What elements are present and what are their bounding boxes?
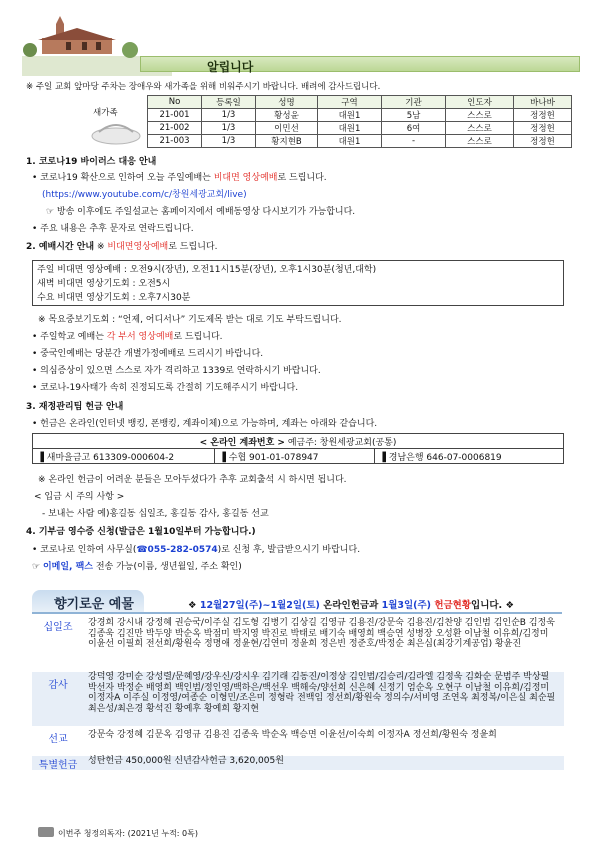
offering-tab xyxy=(32,590,144,612)
col-header: 구역 xyxy=(318,96,382,109)
text: • 주일학교 예배는 xyxy=(32,332,107,342)
cell: 5남 xyxy=(382,109,446,122)
offering-names: 강문숙 강정혜 김문옥 김영규 김용진 김종욱 박순옥 백승면 이윤선/이숙희 이정자A 정선희/황원숙 정윤희 xyxy=(88,730,497,740)
parking-note: ※ 주일 교회 앞마당 주차는 장애우와 새가족을 위해 비워주시기 바랍니다. 배려에 감사드립니다. xyxy=(26,82,381,92)
col-header: 바나바 xyxy=(514,96,572,109)
text: • 코로나19 확산으로 인하여 오늘 주일예배는 xyxy=(32,173,214,183)
worship-time: 수요 비대면 영상기도회 : 오후7시30분 xyxy=(37,293,191,303)
table-row xyxy=(148,135,572,148)
date-range: 12월27일(주)~1월2일(토) xyxy=(199,600,320,611)
cell: 대원1 xyxy=(318,122,382,135)
account-3: ▐ 경남은행 646-07-0006819 xyxy=(375,449,564,464)
title-banner xyxy=(140,56,580,72)
youtube-link[interactable]: (https://www.youtube.com/c/창원세광교회/live) xyxy=(42,190,247,200)
offering-group-special xyxy=(32,756,564,770)
offering-tab-label: 향기로운 예물 xyxy=(54,597,134,612)
table-row xyxy=(148,122,572,135)
cell: 정정헌 xyxy=(514,135,572,148)
offering-group-mission xyxy=(32,730,564,754)
table-row xyxy=(148,109,572,122)
cell: 정정헌 xyxy=(514,109,572,122)
cell: 21-001 xyxy=(148,109,202,122)
table-header-row xyxy=(148,96,572,109)
worship-time: 새벽 비대면 영상기도회 : 오전5시 xyxy=(37,279,171,289)
footer-note: 이번주 청정의독자: (2021년 누적: 0독) xyxy=(58,829,198,838)
section-3-line-1: • 헌금은 온라인(인터넷 뱅킹, 폰뱅킹, 계좌이체)으로 가능하며, 계좌는 아래와 같습니다. xyxy=(32,419,378,429)
highlight: 헌금현황 xyxy=(431,600,472,611)
account-table xyxy=(32,433,564,464)
col-header: 인도자 xyxy=(446,96,514,109)
col-header: 성명 xyxy=(256,96,318,109)
cell: 황성윤 xyxy=(256,109,318,122)
text: )로 신청 후, 발급받으시기 바랍니다. xyxy=(217,545,361,555)
col-header: No xyxy=(148,96,202,109)
section-2-line-4: • 의심증상이 있으면 스스로 자가 격리하고 1339로 연락하시기 바랍니다. xyxy=(32,366,321,376)
cell: 황지현B xyxy=(256,135,318,148)
offering-group-tithe xyxy=(32,618,564,670)
section-2-line-5: • 코로나-19사태가 속히 진정되도록 간절히 기도해주시기 바랍니다. xyxy=(32,383,299,393)
section-1-bullet-2: ☞ 방송 이후에도 주일설교는 홈페이지에서 예배동영상 다시보기가 가능합니다. xyxy=(46,207,356,217)
phone-number: ☎055-282-0574 xyxy=(136,545,218,555)
header xyxy=(22,10,582,72)
account-holder: 예금주: 창원세광교회(공통) xyxy=(284,437,397,448)
section-1-bullet-1 xyxy=(32,170,327,183)
section-1-bullet-3: • 주요 내용은 추후 문자로 연락드립니다. xyxy=(32,224,194,234)
section-2-line-2 xyxy=(32,329,223,342)
cell: 대원1 xyxy=(318,135,382,148)
cell: - xyxy=(382,135,446,148)
offering-category: 감사 xyxy=(48,680,68,691)
account-title: < 온라인 계좌번호 > xyxy=(199,437,285,448)
text: 로 드립니다. xyxy=(277,173,327,183)
cell: 1/3 xyxy=(202,109,256,122)
text: 로 드립니다. xyxy=(168,242,218,252)
date: 1월3일(주) xyxy=(381,600,432,611)
cell: 1/3 xyxy=(202,122,256,135)
offering-names: 강덕영 강미순 강성렬/문혜영/강우신/강시우 김기래 김동진/이정상 김인범/김승리/김라엘 김정욱 김화순 문범주 박상필 박선자 박정순 배영희 백인범/정인영/백하은/백선우 백해숙/양선희 신은혜 신정기 엄순옥 오현구 이남철 이유희/김정미 이정자A 이주실 이정영/여종순 이형민/조은미 정형락 전백임 정선희/황원숙 정의수/서비영 조연옥 최정복/이은실 최순필 최은성/최은경 황석진 황예후 황예희 황지현 xyxy=(88,672,556,714)
offering-group-thanks xyxy=(32,672,564,726)
text: • 코로나로 인하여 사무실( xyxy=(32,545,137,555)
section-2-line-1: ※ 목요중보기도회 : “언제, 어디서나” 기도제목 받는 대로 기도 부탁드립니다. xyxy=(38,315,342,325)
offering-header xyxy=(32,590,562,614)
offering-category: 십일조 xyxy=(43,622,73,633)
worship-time: 주일 비대면 영상예배 : 오전9시(장년), 오전11시15분(장년), 오후1시30분(청년,대학) xyxy=(37,265,377,275)
col-header: 기관 xyxy=(382,96,446,109)
section-4-line-2 xyxy=(32,559,242,572)
account-2: ▐ 수협 901-01-078947 xyxy=(215,449,375,464)
section-3-line-2: ※ 온라인 헌금이 어려운 분들은 모아두셨다가 추후 교회출석 시 하시면 됩니다. xyxy=(38,475,347,485)
pointer-icon: ☞ xyxy=(32,562,43,572)
section-4-title: 4. 기부금 영수증 신청(발급은 1월10일부터 가능합니다.) xyxy=(26,527,256,537)
offering-category: 선교 xyxy=(48,734,68,745)
title: 2. 예배시간 안내 xyxy=(26,242,95,252)
highlight: 비대면 영상예배 xyxy=(213,173,278,183)
cell: 스스로 xyxy=(446,135,514,148)
text: 전송 가능(이름, 생년월일, 주소 확인) xyxy=(92,562,242,572)
section-3-line-4: - 보내는 사람 예)홍길동 십일조, 홍길동 감사, 홍길동 선교 xyxy=(42,509,269,519)
section-4-line-1 xyxy=(32,542,360,555)
offering-names: 성탄헌금 450,000원 신년감사헌금 3,620,005원 xyxy=(88,756,284,766)
section-3-line-3: < 입금 시 주의 사항 > xyxy=(34,492,125,502)
highlight: 이메일, 팩스 xyxy=(42,562,93,572)
newcomer-label: 새가족 xyxy=(93,108,118,118)
text: 온라인헌금과 xyxy=(319,600,382,611)
worship-times-box xyxy=(32,260,564,306)
account-header xyxy=(33,434,564,449)
account-1: ▐ 새마을금고 613309-000604-2 xyxy=(33,449,215,464)
newcomer-table xyxy=(147,95,572,148)
cell: 정정헌 xyxy=(514,122,572,135)
cell: 6여 xyxy=(382,122,446,135)
offering-names: 강경희 강시내 강정혜 권승국/이주실 김도형 김병기 김상길 김영규 김용진/강문숙 김용진/김찬양 김인범 김인순B 김정욱 김종욱 김진만 박두양 박순옥 박점미 박지영 박진로 박태로 배기숙 배영희 백승연 성병장 오성환 이남철 이유희/김정미 이윤선 이필희 전선희/황원숙 정명애 정윤현/김연미 정윤희 정은빈 정준호/박정순 최은심(최강기계공업) 황윤진 xyxy=(88,618,555,649)
text: 입니다. ❖ xyxy=(471,600,514,611)
cell: 21-003 xyxy=(148,135,202,148)
cell: 21-002 xyxy=(148,122,202,135)
text: ※ xyxy=(94,242,108,252)
page-title: 알립니다 xyxy=(207,60,254,74)
offering-title xyxy=(188,597,514,611)
col-header: 등록일 xyxy=(202,96,256,109)
table-row xyxy=(33,449,564,464)
cell: 스스로 xyxy=(446,122,514,135)
cell: 스스로 xyxy=(446,109,514,122)
gift-basket-icon xyxy=(85,118,147,146)
section-2-line-3: • 중국인예배는 당분간 개별가정예배로 드리시기 바랍니다. xyxy=(32,349,264,359)
book-icon xyxy=(38,827,54,837)
table-row xyxy=(33,434,564,449)
section-1-title: 1. 코로나19 바이러스 대응 안내 xyxy=(26,157,157,167)
offering-category: 특별헌금 xyxy=(38,760,78,771)
text: ❖ xyxy=(188,600,200,611)
highlight: 비대면영상예배 xyxy=(107,242,169,252)
cell: 이민선 xyxy=(256,122,318,135)
cell: 1/3 xyxy=(202,135,256,148)
cell: 대원1 xyxy=(318,109,382,122)
highlight: 각 부서 영상예배 xyxy=(106,332,174,342)
text: 로 드립니다. xyxy=(173,332,223,342)
section-2-title xyxy=(26,239,217,252)
section-3-title: 3. 재정관리팀 헌금 안내 xyxy=(26,402,124,412)
